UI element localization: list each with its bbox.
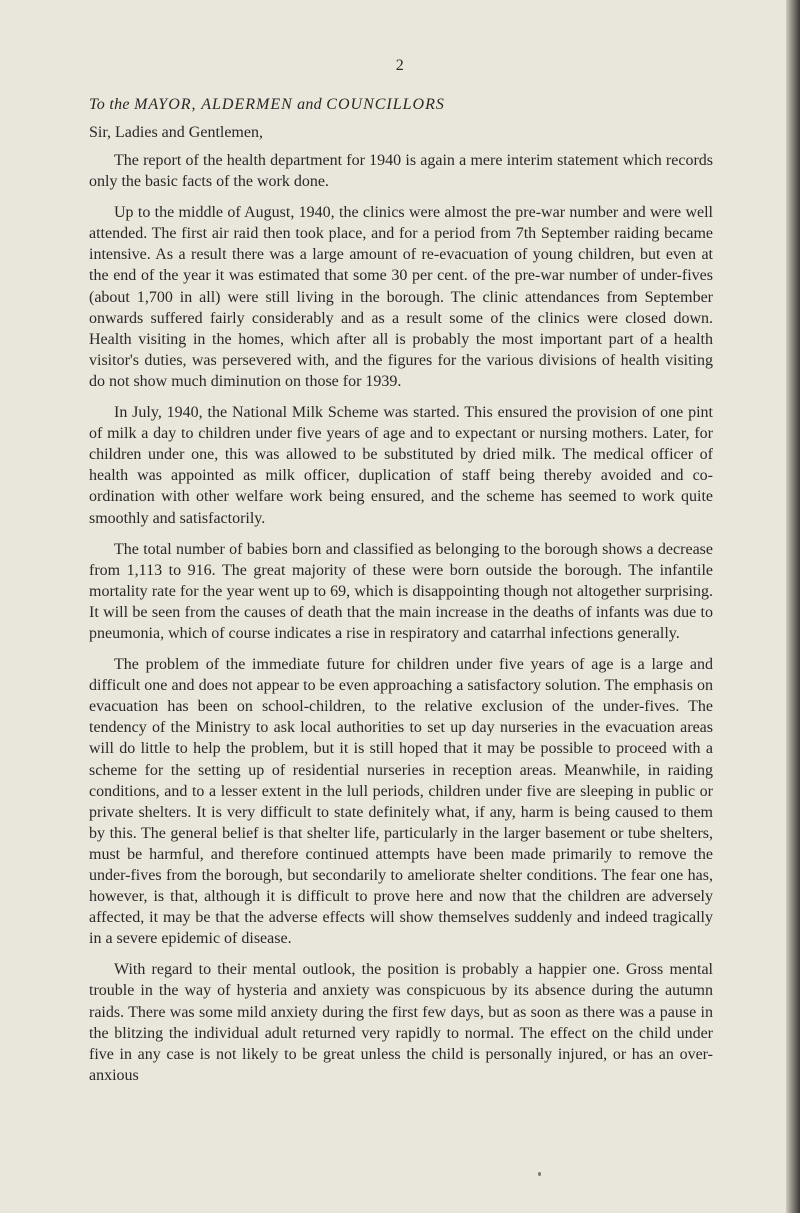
address-prefix: To the [89,96,135,113]
address-mayor-aldermen: MAYOR, ALDERMEN [134,96,293,113]
address-and: and [292,96,327,113]
paragraph-births-mortality: The total number of babies born and classified as belonging to the borough shows a decrease from 1,113 to 916. The great majority of these were born outside the borough. The infantile mortality rate for the year went up to 69, which is disappointing though not altogether surprising. It will be seen from the causes of death that the main increase in the deaths of infants was due to pneumonia, which of course indicates a rise in respiratory and catarrhal infections generally. [89,540,713,642]
paper-speck [538,1172,541,1176]
address-councillors: COUNCILLORS [326,96,445,113]
paragraph-interim-statement: The report of the health department for 1940 is again a mere interim statement which records only the basic facts of the work done. [89,152,713,191]
paragraph-national-milk-scheme: In July, 1940, the National Milk Scheme was started. This ensured the provision of one pint of milk a day to children under five years of age and to expectant or nursing mothers. Later, for children under one, this was allowed to be substituted by dried milk. The medical officer of health was appointed as milk officer, duplication of staff being thereby avoided and co-ordination with other welfare work being ensured, and the scheme has seemed to work quite smoothly and satisfactorily. [89,404,713,527]
paragraph-mental-outlook: With regard to their mental outlook, the position is probably a happier one. Gross mental trouble in the way of hysteria and anxiety was conspicuous by its absence during the autumn raids. There was some mild anxiety during the first few days, but as soon as there was a pause in the blitzing the individual adult returned very rapidly to normal. The effect on the child under five in any case is not likely to be great unless the child is personally injured, or has an over-anxious [89,961,713,1084]
paragraph-under-fives-problem: The problem of the immediate future for children under five years of age is a large and difficult one and does not appear to be even approaching a satisfactory solution. The emphasis on evacuation has been on school-children, to the relative exclusion of the under-fives. The tendency of the Ministry to ask local authorities to set up day nurseries in the evacuation areas will do little to help the problem, but it is still hoped that it may be possible to proceed with a scheme for the setting up of residential nurseries in reception areas. Meanwhile, in raiding conditions, and to a lesser extent in the lull periods, children under five are sleeping in public or private shelters. It is very difficult to state definitely what, if any, harm is being caused to them by this. The general belief is that shelter life, particularly in the larger basement or tube shelters, must be harmful, and therefore continued attempts have been made primarily to remove the under-fives from the borough, but secondarily to ameliorate shelter conditions. The fear one has, however, is that, although it is difficult to prove here and now that the children are adversely affected, it may be that the adverse effects will show themselves suddenly and indeed tragically in a severe epidemic of disease. [89,656,713,948]
report-address-line [89,96,445,114]
paragraph-clinics-air-raids: Up to the middle of August, 1940, the clinics were almost the pre-war number and were well attended. The first air raid then took place, and for a period from 7th September raiding became intensive. As a result there was a large amount of re-evacuation of young children, but even at the end of the year it was estimated that some 30 per cent. of the pre-war number of under-fives (about 1,700 in all) were still living in the borough. The clinic attendances from September onwards suffered fairly considerably and as a result some of the clinics were closed down. Health visiting in the homes, which after all is probably the most important part of a health visitor's duties, was persevered with, and the figures for the various divisions of health visiting do not show much diminution on those for 1939. [89,204,713,390]
page-number: 2 [395,57,405,74]
report-body [89,150,713,1096]
page-edge-shadow [786,0,800,1213]
greeting: Sir, Ladies and Gentlemen, [89,124,263,141]
